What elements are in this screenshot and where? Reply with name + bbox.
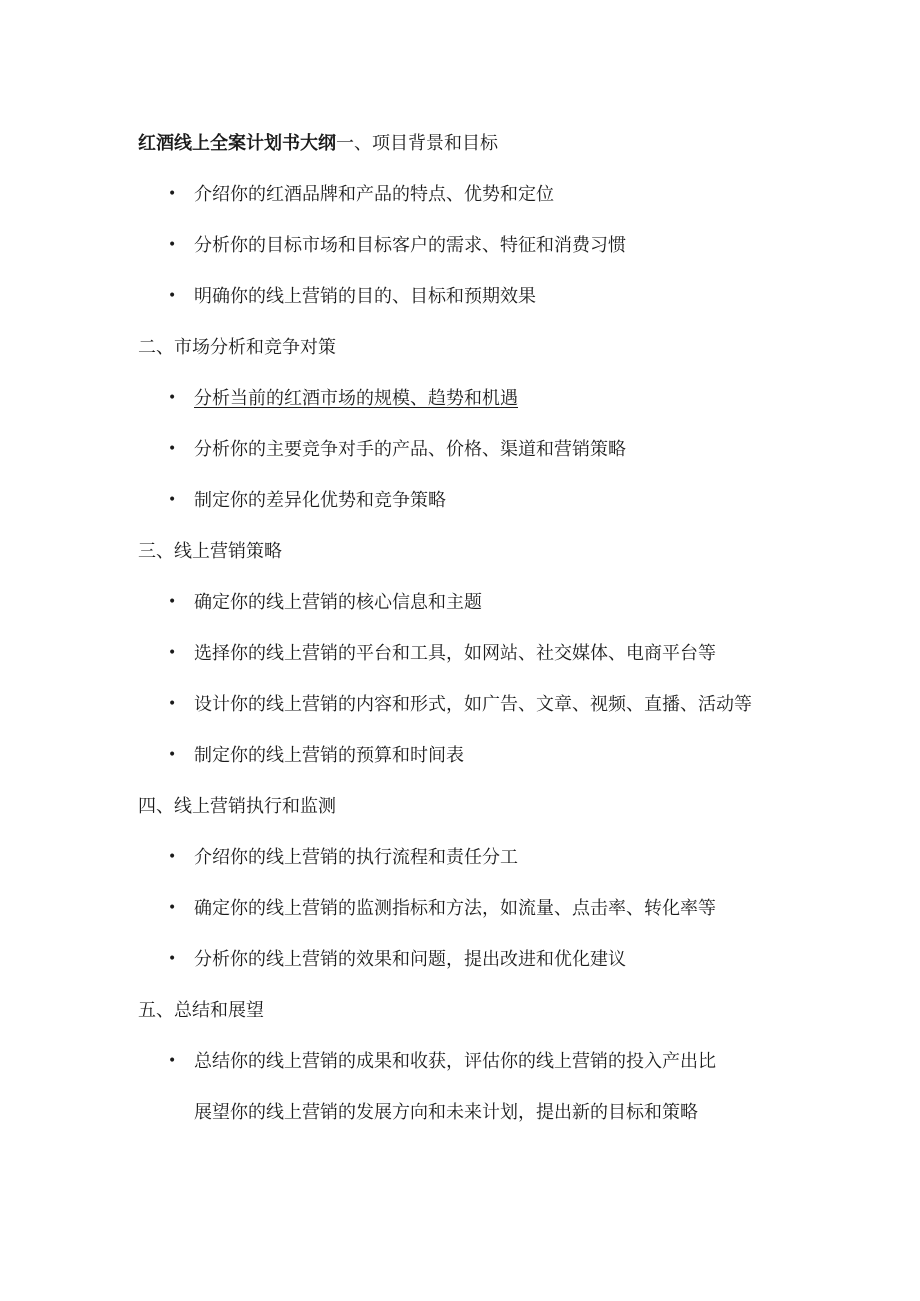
section-heading-text: 一、项目背景和目标 (336, 133, 498, 154)
list-item (138, 373, 788, 424)
bullet-icon: • (168, 441, 177, 457)
bullet-icon: • (168, 645, 177, 661)
list-item-text: 分析你的线上营销的效果和问题，提出改进和优化建议 (194, 949, 626, 970)
list-item (138, 475, 788, 526)
list-item-text: 介绍你的线上营销的执行流程和责任分工 (194, 847, 518, 868)
section-heading-2: 二、市场分析和竞争对策 (138, 337, 336, 358)
list-item-text: 设计你的线上营销的内容和形式，如广告、文章、视频、直播、活动等 (194, 694, 752, 715)
list-item-text: 确定你的线上营销的监测指标和方法，如流量、点击率、转化率等 (194, 898, 716, 919)
bullet-icon: • (168, 390, 177, 406)
bullet-icon: • (168, 849, 177, 865)
list-item (138, 730, 788, 781)
list-item (138, 271, 788, 322)
bullet-icon: • (168, 594, 177, 610)
list-item-text: 确定你的线上营销的核心信息和主题 (194, 592, 482, 613)
section-heading-5: 五、总结和展望 (138, 1000, 264, 1021)
section-heading-1 (138, 118, 788, 169)
list-item-text: 分析你的目标市场和目标客户的需求、特征和消费习惯 (194, 235, 626, 256)
list-item-text: 明确你的线上营销的目的、目标和预期效果 (194, 286, 536, 307)
list-item (138, 628, 788, 679)
list-item (138, 577, 788, 628)
document-body (138, 118, 788, 1138)
bullet-icon: • (168, 288, 177, 304)
list-item-text: 制定你的线上营销的预算和时间表 (194, 745, 464, 766)
list-item (138, 169, 788, 220)
list-item-text: 介绍你的红酒品牌和产品的特点、优势和定位 (194, 184, 554, 205)
list-item-continuation: 展望你的线上营销的发展方向和未来计划，提出新的目标和策略 (194, 1102, 698, 1123)
bullet-icon: • (168, 1053, 177, 1069)
bullet-icon: • (168, 492, 177, 508)
list-item-text: 制定你的差异化优势和竞争策略 (194, 490, 446, 511)
list-item-text: 选择你的线上营销的平台和工具，如网站、社交媒体、电商平台等 (194, 643, 716, 664)
list-item (138, 1036, 788, 1087)
list-item (138, 679, 788, 730)
bullet-icon: • (168, 237, 177, 253)
list-item-text: 分析当前的红酒市场的规模、趋势和机遇 (194, 388, 518, 409)
document-title: 红酒线上全案计划书大纲 (138, 133, 336, 154)
list-item (138, 424, 788, 475)
list-item (138, 883, 788, 934)
list-item-text: 总结你的线上营销的成果和收获，评估你的线上营销的投入产出比 (194, 1051, 716, 1072)
section-heading-3: 三、线上营销策略 (138, 541, 282, 562)
list-item (138, 934, 788, 985)
bullet-icon: • (168, 900, 177, 916)
bullet-icon: • (168, 747, 177, 763)
list-item (138, 832, 788, 883)
list-item-text: 分析你的主要竞争对手的产品、价格、渠道和营销策略 (194, 439, 626, 460)
section-heading-4: 四、线上营销执行和监测 (138, 796, 336, 817)
bullet-icon: • (168, 186, 177, 202)
bullet-icon: • (168, 696, 177, 712)
bullet-icon: • (168, 951, 177, 967)
list-item (138, 220, 788, 271)
